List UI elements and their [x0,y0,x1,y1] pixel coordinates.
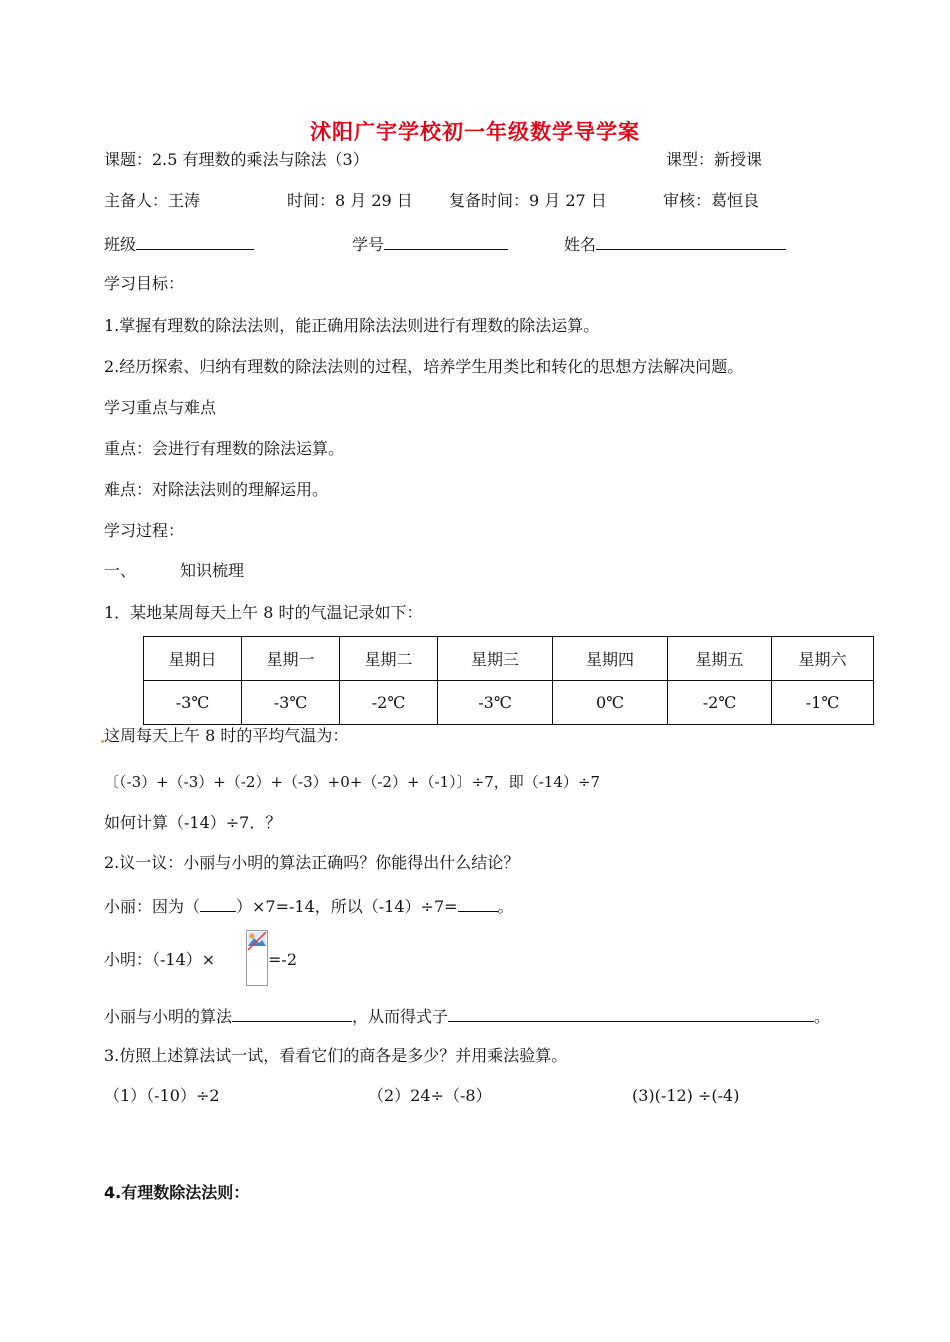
question-2-text: 2.议一议：小丽与小明的算法正确吗？你能得出什么结论？ [104,853,520,872]
section-title: 知识梳理 [180,561,245,580]
problem-1: （1）（-10）÷2 [104,1086,220,1105]
xiaoming-text-a: 小明：（-14）× [104,950,216,969]
key-point: 重点：会进行有理数的除法运算。 [104,439,345,458]
problem-3: (3)(-12) ÷(-4) [632,1086,740,1105]
question-1-text: 1．某地某周每天上午 8 时的气温记录如下： [104,603,423,622]
temperature-table [143,636,874,725]
name-field[interactable] [564,233,786,255]
table-row [144,681,874,725]
class-field[interactable] [104,233,254,255]
table-header-cell: 星期日 [144,637,242,681]
table-header-cell: 星期一 [242,637,340,681]
page-title: 沭阳广宇学校初一年级数学导学案 [310,120,640,144]
conclusion-blank-1[interactable] [232,1005,352,1022]
sum-formula: 〔（-3）+（-3）+（-2）+（-3）+0+（-2）+（-1）〕÷7，即（-14）÷7 [104,773,601,791]
xiaoli-text-b: ）×7=-14，所以（-14）÷7= [236,897,458,916]
section-number: 一、 [104,561,137,580]
xiaoli-line [104,895,514,917]
focus-heading: 学习重点与难点 [104,398,217,417]
table-cell: -3℃ [144,681,242,725]
question-how: 如何计算（-14）÷7．？ [104,813,282,832]
table-header-cell: 星期四 [553,637,668,681]
table-header-cell: 星期二 [340,637,438,681]
broken-image-icon [246,930,268,986]
topic-label: 课题：2.5 有理数的乘法与除法（3） [104,150,369,169]
student-number-field[interactable] [352,233,508,255]
table-cell: -3℃ [438,681,553,725]
average-text: 这周每天上午 8 时的平均气温为： [104,726,349,745]
conclusion-line [104,1005,830,1027]
problem-2: （2）24÷（-8） [368,1086,492,1105]
objectives-heading: 学习目标： [104,274,185,293]
conclusion-text-a: 小丽与小明的算法 [104,1007,233,1026]
xiaoli-text-c: 。 [497,897,514,916]
objective-2: 2.经历探索、归纳有理数的除法法则的过程，培养学生用类比和转化的思想方法解决问题。 [104,357,744,376]
class-label: 班级 [104,235,137,254]
table-row [144,637,874,681]
student-number-label: 学号 [352,235,385,254]
conclusion-blank-2[interactable] [448,1005,814,1022]
xiaoli-blank-2[interactable] [458,895,498,912]
review-time-label: 复备时间：9 月 27 日 [449,191,607,210]
xiaoli-text-a: 小丽：因为（ [104,897,201,916]
xiaoming-text-b: =-2 [268,950,297,969]
class-blank[interactable] [136,233,254,250]
lesson-type-label: 课型：新授课 [666,150,763,169]
conclusion-text-c: 。 [814,1007,831,1026]
table-cell: -3℃ [242,681,340,725]
name-label: 姓名 [564,235,597,254]
table-header-cell: 星期五 [668,637,772,681]
table-cell: 0℃ [553,681,668,725]
objective-1: 1.掌握有理数的除法法则，能正确用除法法则进行有理数的除法运算。 [104,316,600,335]
table-header-cell: 星期三 [438,637,553,681]
question-3-text: 3.仿照上述算法试一试，看看它们的商各是多少？并用乘法验算。 [104,1046,568,1065]
time-label: 时间：8 月 29 日 [287,191,413,210]
reviewer-label: 审核：葛恒良 [663,191,760,210]
question-4-heading: 4.有理数除法法则： [104,1183,250,1202]
preparer-label: 主备人：王涛 [104,191,201,210]
process-heading: 学习过程： [104,521,185,540]
name-blank[interactable] [596,233,786,250]
student-number-blank[interactable] [384,233,508,250]
xiaoli-blank-1[interactable] [200,895,236,912]
table-cell: -1℃ [772,681,874,725]
table-cell: -2℃ [668,681,772,725]
difficult-point: 难点：对除法法则的理解运用。 [104,480,329,499]
table-cell: -2℃ [340,681,438,725]
table-header-cell: 星期六 [772,637,874,681]
conclusion-text-b: ，从而得式子 [352,1007,449,1026]
